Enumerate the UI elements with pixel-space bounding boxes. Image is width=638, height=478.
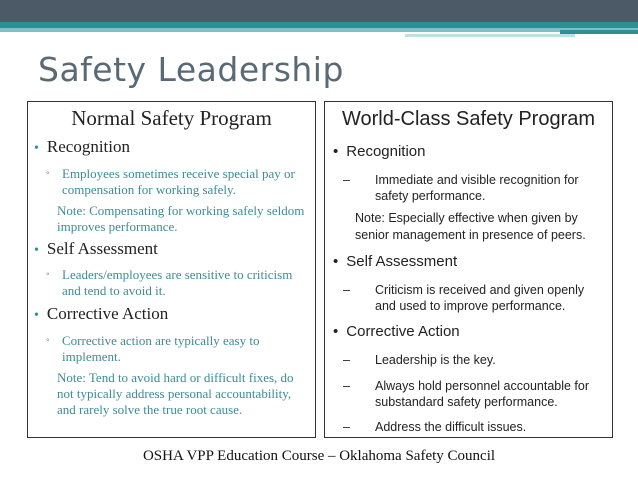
dash-bullet-icon: –: [343, 283, 350, 297]
world-class-recognition-note: Note: Especially effective when given by senior management in presence of peers.: [355, 211, 586, 242]
section-label: Corrective Action: [46, 304, 169, 323]
list-item-text: Employees sometimes receive special pay or compensation for working safely.: [62, 166, 295, 197]
normal-program-box: [27, 101, 316, 438]
world-class-section-corrective-action: [333, 323, 460, 340]
list-item-text: Criticism is received and given openly and used to improve performance.: [375, 283, 585, 313]
world-class-recognition-item: [343, 172, 605, 204]
world-class-section-recognition: [333, 143, 425, 160]
sub-bullet-icon: ◦: [46, 335, 50, 346]
dash-bullet-icon: –: [343, 173, 350, 187]
world-class-program-box: [324, 101, 613, 438]
sub-bullet-icon: ◦: [46, 269, 50, 280]
header-bar: [0, 0, 638, 22]
bullet-icon: •: [333, 143, 339, 160]
normal-recognition-note: Note: Compensating for working safely seldom improves performance.: [57, 203, 305, 234]
slide-title: Safety Leadership: [38, 50, 344, 89]
header-accent-line: [405, 34, 575, 37]
world-class-section-self-assessment: [333, 253, 457, 270]
slide-footer: OSHA VPP Education Course – Oklahoma Safety Council: [142, 448, 496, 464]
bullet-icon: •: [34, 141, 39, 156]
world-class-program-heading: World-Class Safety Program: [341, 108, 596, 130]
dash-bullet-icon: –: [343, 379, 350, 393]
list-item-text: Immediate and visible recognition for safety performance.: [375, 173, 579, 203]
list-item-text: Leaders/employees are sensitive to criticism and tend to avoid it.: [62, 267, 293, 298]
list-item-text: Corrective action are typically easy to implement.: [62, 333, 260, 364]
bullet-icon: •: [333, 253, 339, 270]
normal-section-recognition: [34, 137, 130, 157]
bullet-icon: •: [34, 243, 39, 258]
section-label: Corrective Action: [346, 323, 460, 340]
section-label: Recognition: [46, 137, 131, 156]
section-label: Recognition: [346, 143, 426, 160]
world-class-self-assessment-item: [343, 282, 605, 314]
normal-program-heading: Normal Safety Program: [71, 106, 272, 130]
list-item-text: Leadership is the key.: [375, 353, 496, 367]
header-accent-block: [560, 30, 638, 34]
world-class-corrective-action-item-1: [343, 352, 605, 368]
list-item-text: Always hold personnel accountable for substandard safety performance.: [375, 379, 590, 409]
section-label: Self Assessment: [346, 253, 458, 270]
normal-section-corrective-action: [34, 304, 168, 324]
normal-self-assessment-item: [46, 267, 312, 299]
bullet-icon: •: [34, 308, 39, 323]
dash-bullet-icon: –: [343, 420, 350, 434]
section-label: Self Assessment: [46, 239, 158, 258]
normal-corrective-action-item: [46, 333, 312, 365]
dash-bullet-icon: –: [343, 353, 350, 367]
normal-recognition-item: [46, 166, 312, 198]
normal-section-self-assessment: [34, 239, 158, 259]
world-class-corrective-action-item-2: [343, 378, 605, 410]
sub-bullet-icon: ◦: [46, 168, 50, 179]
header-stripe-light: [0, 28, 638, 32]
bullet-icon: •: [333, 323, 339, 340]
normal-corrective-action-note: Note: Tend to avoid hard or difficult fixes, do not typically address personal accountability, and rarely solve the true root cause.: [57, 370, 294, 417]
world-class-corrective-action-item-3: [343, 419, 605, 435]
list-item-text: Address the difficult issues.: [375, 420, 527, 434]
